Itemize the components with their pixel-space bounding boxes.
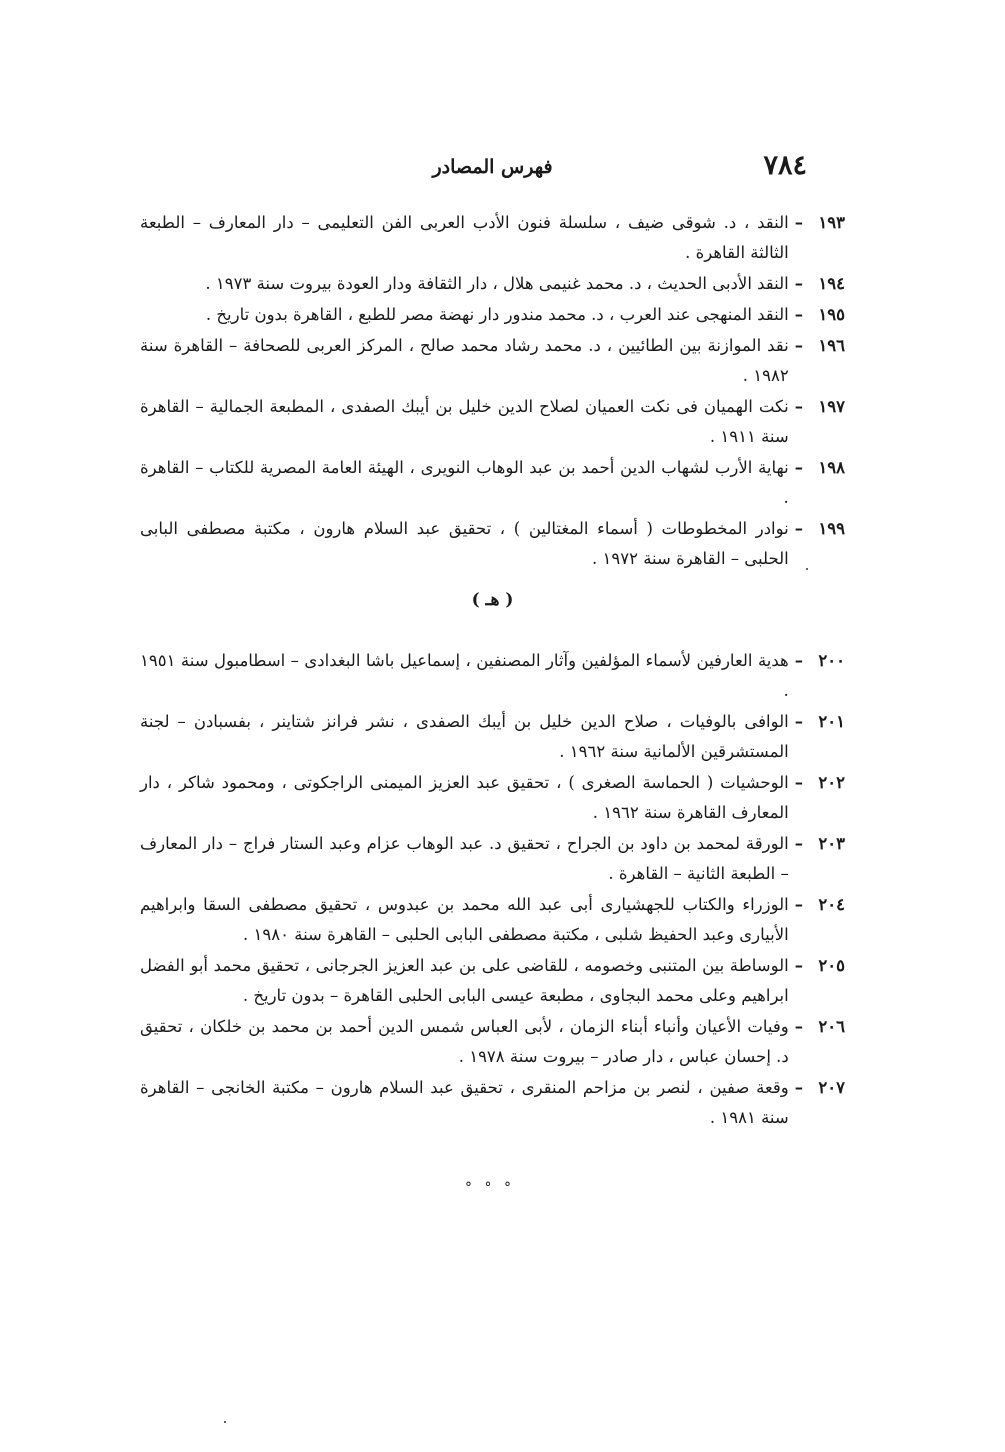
entry-dash: – <box>794 305 803 324</box>
entry-number: ١٩٣ <box>818 213 845 232</box>
entry-text: الورقة لمحمد بن داود بن الجراح ، تحقيق د. عبد الوهاب عزام وعبد الستار فراج – دار المعارف – الطبعة الثانية – القاهرة . <box>140 834 789 883</box>
entry-dash: – <box>794 274 803 293</box>
entry-number: ١٩٤ <box>818 274 845 293</box>
entry-dash: – <box>794 834 803 853</box>
end-of-list-mark: ° ° ° <box>465 1180 515 1196</box>
bibliography-entry <box>140 208 845 268</box>
entry-text: النقد ، د. شوقى ضيف ، سلسلة فنون الأدب العربى الفن التعليمى – دار المعارف – الطبعة الثالثة القاهرة . <box>140 213 789 262</box>
entry-number: ٢٠٥ <box>818 956 845 975</box>
entry-dash: – <box>794 1017 803 1036</box>
entry-number: ١٩٦ <box>818 336 845 355</box>
entry-text: النقد المنهجى عند العرب ، د. محمد مندور دار نهضة مصر للطبع ، القاهرة بدون تاريخ . <box>205 305 789 324</box>
bibliography-entry <box>140 1012 845 1072</box>
entry-dash: – <box>794 213 803 232</box>
entry-dash: – <box>794 712 803 731</box>
entry-dash: – <box>794 651 803 670</box>
entry-text: الوزراء والكتاب للجهشيارى أبى عبد الله محمد بن عبدوس ، تحقيق مصطفى السقا وابراهيم الأبيارى وعبد الحفيظ شلبى ، مكتبة مصطفى البابى الحلبى – القاهرة سنة ١٩٨٠ . <box>140 895 789 944</box>
entry-text: وقعة صفين ، لنصر بن مزاحم المنقرى ، تحقيق عبد السلام هارون – مكتبة الخانجى – القاهرة سنة ١٩٨١ . <box>140 1078 789 1127</box>
entry-dash: – <box>794 773 803 792</box>
entry-dash: – <box>794 397 803 416</box>
entry-text: هدية العارفين لأسماء المؤلفين وآثار المصنفين ، إسماعيل باشا البغدادى – اسطامبول سنة ١٩٥١ . <box>140 651 789 700</box>
bibliography-list-nun <box>140 208 845 575</box>
entry-dash: – <box>794 1078 803 1097</box>
bibliography-entry <box>140 1073 845 1133</box>
entry-number: ٢٠٤ <box>818 895 845 914</box>
page-number: ٧٨٤ <box>763 150 807 181</box>
bibliography-entry <box>140 514 845 574</box>
bibliography-entry <box>140 768 845 828</box>
entry-dash: – <box>794 519 803 538</box>
entry-text: نقد الموازنة بين الطائيين ، د. محمد رشاد محمد صالح ، المركز العربى للصحافة – القاهرة سنة ١٩٨٢ . <box>140 336 789 385</box>
entry-text: نوادر المخطوطات ( أسماء المغتالين ) ، تحقيق عبد السلام هارون ، مكتبة مصطفى البابى الحلبى – القاهرة سنة ١٩٧٢ . <box>140 519 789 568</box>
entry-number: ١٩٥ <box>818 305 845 324</box>
entry-dash: – <box>794 458 803 477</box>
entry-number: ٢٠٦ <box>818 1017 845 1036</box>
page-title: فهرس المصادر <box>432 156 553 178</box>
entry-text: وفيات الأعيان وأنباء أبناء الزمان ، لأبى العباس شمس الدين أحمد بن محمد بن خلكان ، تحقيق د. إحسان عباس ، دار صادر – بيروت سنة ١٩٧٨ . <box>140 1017 789 1066</box>
entry-dash: – <box>794 336 803 355</box>
entry-number: ١٩٩ <box>818 519 845 538</box>
entry-number: ٢٠١ <box>818 712 845 731</box>
entry-dash: – <box>794 956 803 975</box>
entry-number: ١٩٧ <box>818 397 845 416</box>
bibliography-entry <box>140 392 845 452</box>
entry-text: الوساطة بين المتنبى وخصومه ، للقاضى على بن عبد العزيز الجرجانى ، تحقيق محمد أبو الفضل ابراهيم وعلى محمد البجاوى ، مطبعة عيسى البابى الحلبى القاهرة – بدون تاريخ . <box>140 956 789 1005</box>
entry-number: ٢٠٠ <box>818 651 845 670</box>
entry-number: ١٩٨ <box>818 458 845 477</box>
entry-text: نهاية الأرب لشهاب الدين أحمد بن عبد الوهاب النويرى ، الهيئة العامة المصرية للكتاب – القاهرة . <box>140 458 789 507</box>
scan-speck <box>806 568 808 570</box>
bibliography-entry <box>140 890 845 950</box>
section-heading-ha: ( هـ ) <box>471 590 514 610</box>
bibliography-entry <box>140 300 845 330</box>
bibliography-entry <box>140 707 845 767</box>
bibliography-list-ha-waw <box>140 646 845 1134</box>
bibliography-entry <box>140 829 845 889</box>
bibliography-entry <box>140 331 845 391</box>
entry-number: ٢٠٢ <box>818 773 845 792</box>
bibliography-entry <box>140 269 845 299</box>
scan-speck <box>224 1421 226 1423</box>
bibliography-entry <box>140 646 845 706</box>
bibliography-entry <box>140 453 845 513</box>
entry-text: الوافى بالوفيات ، صلاح الدين خليل بن أيبك الصفدى ، نشر فرانز شتاينر ، بفسبادن – لجنة المستشرقين الألمانية سنة ١٩٦٢ . <box>140 712 789 761</box>
entry-number: ٢٠٣ <box>818 834 845 853</box>
bibliography-entry <box>140 951 845 1011</box>
entry-dash: – <box>794 895 803 914</box>
entry-text: الوحشيات ( الحماسة الصغرى ) ، تحقيق عبد العزيز الميمنى الراجكوتى ، ومحمود شاكر ، دار المعارف القاهرة سنة ١٩٦٢ . <box>140 773 789 822</box>
entry-text: نكت الهميان فى نكت العميان لصلاح الدين خليل بن أيبك الصفدى ، المطبعة الجمالية – القاهرة سنة ١٩١١ . <box>140 397 789 446</box>
entry-number: ٢٠٧ <box>818 1078 845 1097</box>
page-header <box>140 150 845 194</box>
entry-text: النقد الأدبى الحديث ، د. محمد غنيمى هلال ، دار الثقافة ودار العودة بيروت سنة ١٩٧٣ . <box>205 274 789 293</box>
